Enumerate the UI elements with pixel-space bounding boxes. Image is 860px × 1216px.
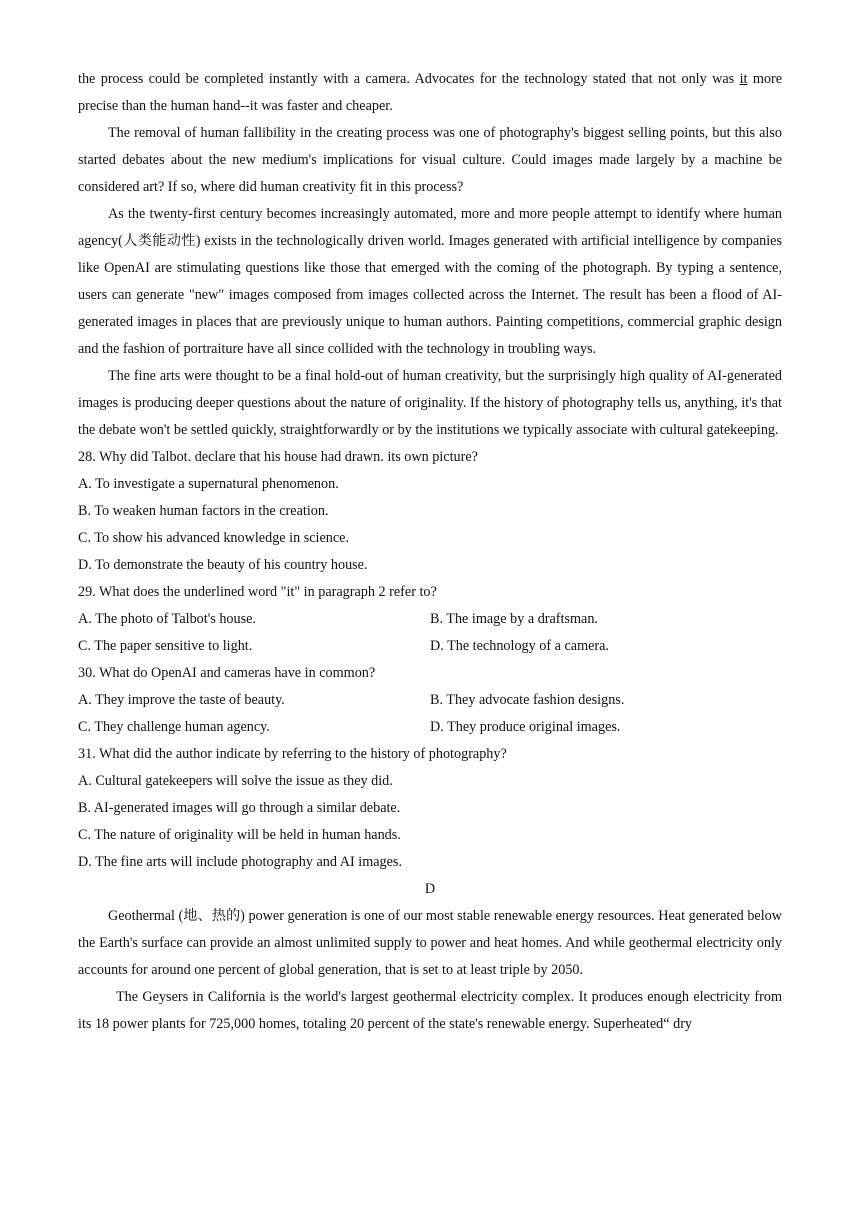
passage-d-paragraph-2: The Geysers in California is the world's largest geothermal electricity complex. It produces enough electricity from its 18 power plants for 725,000 homes, totaling 20 percent of the state's renewable energy. Superheated“ dry: [78, 989, 782, 1032]
passage-c-paragraph-4: The fine arts were thought to be a final hold-out of human creativity, but the surprisingly high quality of AI-generated images is producing deeper questions about the nature of originality. If the history of photography tells us, anything, it's that the debate won't be settled quickly, straightforwardly or by the institutions we typically associate with cultural gatekeeping.: [78, 368, 782, 438]
question-29-option-b: B. The image by a draftsman.: [430, 611, 598, 627]
question-30-options-row-1: [78, 687, 782, 714]
question-29-options-row-2: [78, 633, 782, 660]
passage-c-paragraph-3: As the twenty-first century becomes increasingly automated, more and more people attempt to identify where human agency(人类能动性) exists in the technologically driven world. Images generated with artificial intelligence by companies like OpenAI are stimulating questions like those that emerged with the coming of the photograph. By typing a sentence, users can generate "new" images composed from images collected across the Internet. The result has been a flood of AI-generated images in places that are previously unique to human authors. Painting competitions, commercial graphic design and the fashion of portraiture have all since collided with the technology in troubling ways.: [78, 206, 782, 357]
question-31-option-c: C. The nature of originality will be held in human hands.: [78, 827, 401, 843]
question-28-option-c: C. To show his advanced knowledge in science.: [78, 530, 350, 546]
passage-d-paragraph-1: Geothermal (地、热的) power generation is one of our most stable renewable energy resources. Heat generated below the Earth's surface can provide an almost unlimited supply to power and heat homes. And while geothermal electricity only accounts for around one percent of global generation, that is set to at least triple by 2050.: [78, 908, 782, 978]
question-30-option-a: A. They improve the taste of beauty.: [78, 692, 285, 708]
question-31-option-d: D. The fine arts will include photography and AI images.: [78, 854, 403, 870]
question-29-option-d: D. The technology of a camera.: [430, 638, 609, 654]
question-28-stem: 28. Why did Talbot. declare that his house had drawn. its own picture?: [78, 449, 478, 465]
underlined-word: it: [739, 71, 748, 87]
question-30-option-c: C. They challenge human agency.: [78, 719, 270, 735]
question-31-option-b: B. AI-generated images will go through a similar debate.: [78, 800, 401, 816]
question-31-stem: 31. What did the author indicate by referring to the history of photography?: [78, 746, 507, 762]
passage-c-paragraph-1: [78, 66, 782, 120]
question-29-options-row-1: [78, 606, 782, 633]
question-28-option-a: A. To investigate a supernatural phenomenon.: [78, 476, 339, 492]
document-page: [78, 66, 782, 1038]
question-30-options-row-2: [78, 714, 782, 741]
passage-d-label: D: [424, 881, 436, 897]
question-29-option-c: C. The paper sensitive to light.: [78, 638, 253, 654]
passage-c-paragraph-2: The removal of human fallibility in the creating process was one of photography's biggest selling points, but this also started debates about the new medium's implications for visual culture. Could images made largely by a machine be considered art? If so, where did human creativity fit in this process?: [78, 125, 782, 195]
question-29-stem: 29. What does the underlined word "it" in paragraph 2 refer to?: [78, 584, 437, 600]
question-30-stem: 30. What do OpenAI and cameras have in common?: [78, 665, 376, 681]
question-29-option-a: A. The photo of Talbot's house.: [78, 611, 256, 627]
question-30-option-b: B. They advocate fashion designs.: [430, 692, 625, 708]
paragraph-text: more precise than the human hand--it was faster and cheaper.: [78, 71, 783, 114]
question-28-option-b: B. To weaken human factors in the creation.: [78, 503, 329, 519]
question-28-option-d: D. To demonstrate the beauty of his country house.: [78, 557, 368, 573]
question-31-option-a: A. Cultural gatekeepers will solve the issue as they did.: [78, 773, 393, 789]
paragraph-text: the process could be completed instantly with a camera. Advocates for the technology stated that not only was: [78, 71, 740, 87]
question-30-option-d: D. They produce original images.: [430, 719, 621, 735]
